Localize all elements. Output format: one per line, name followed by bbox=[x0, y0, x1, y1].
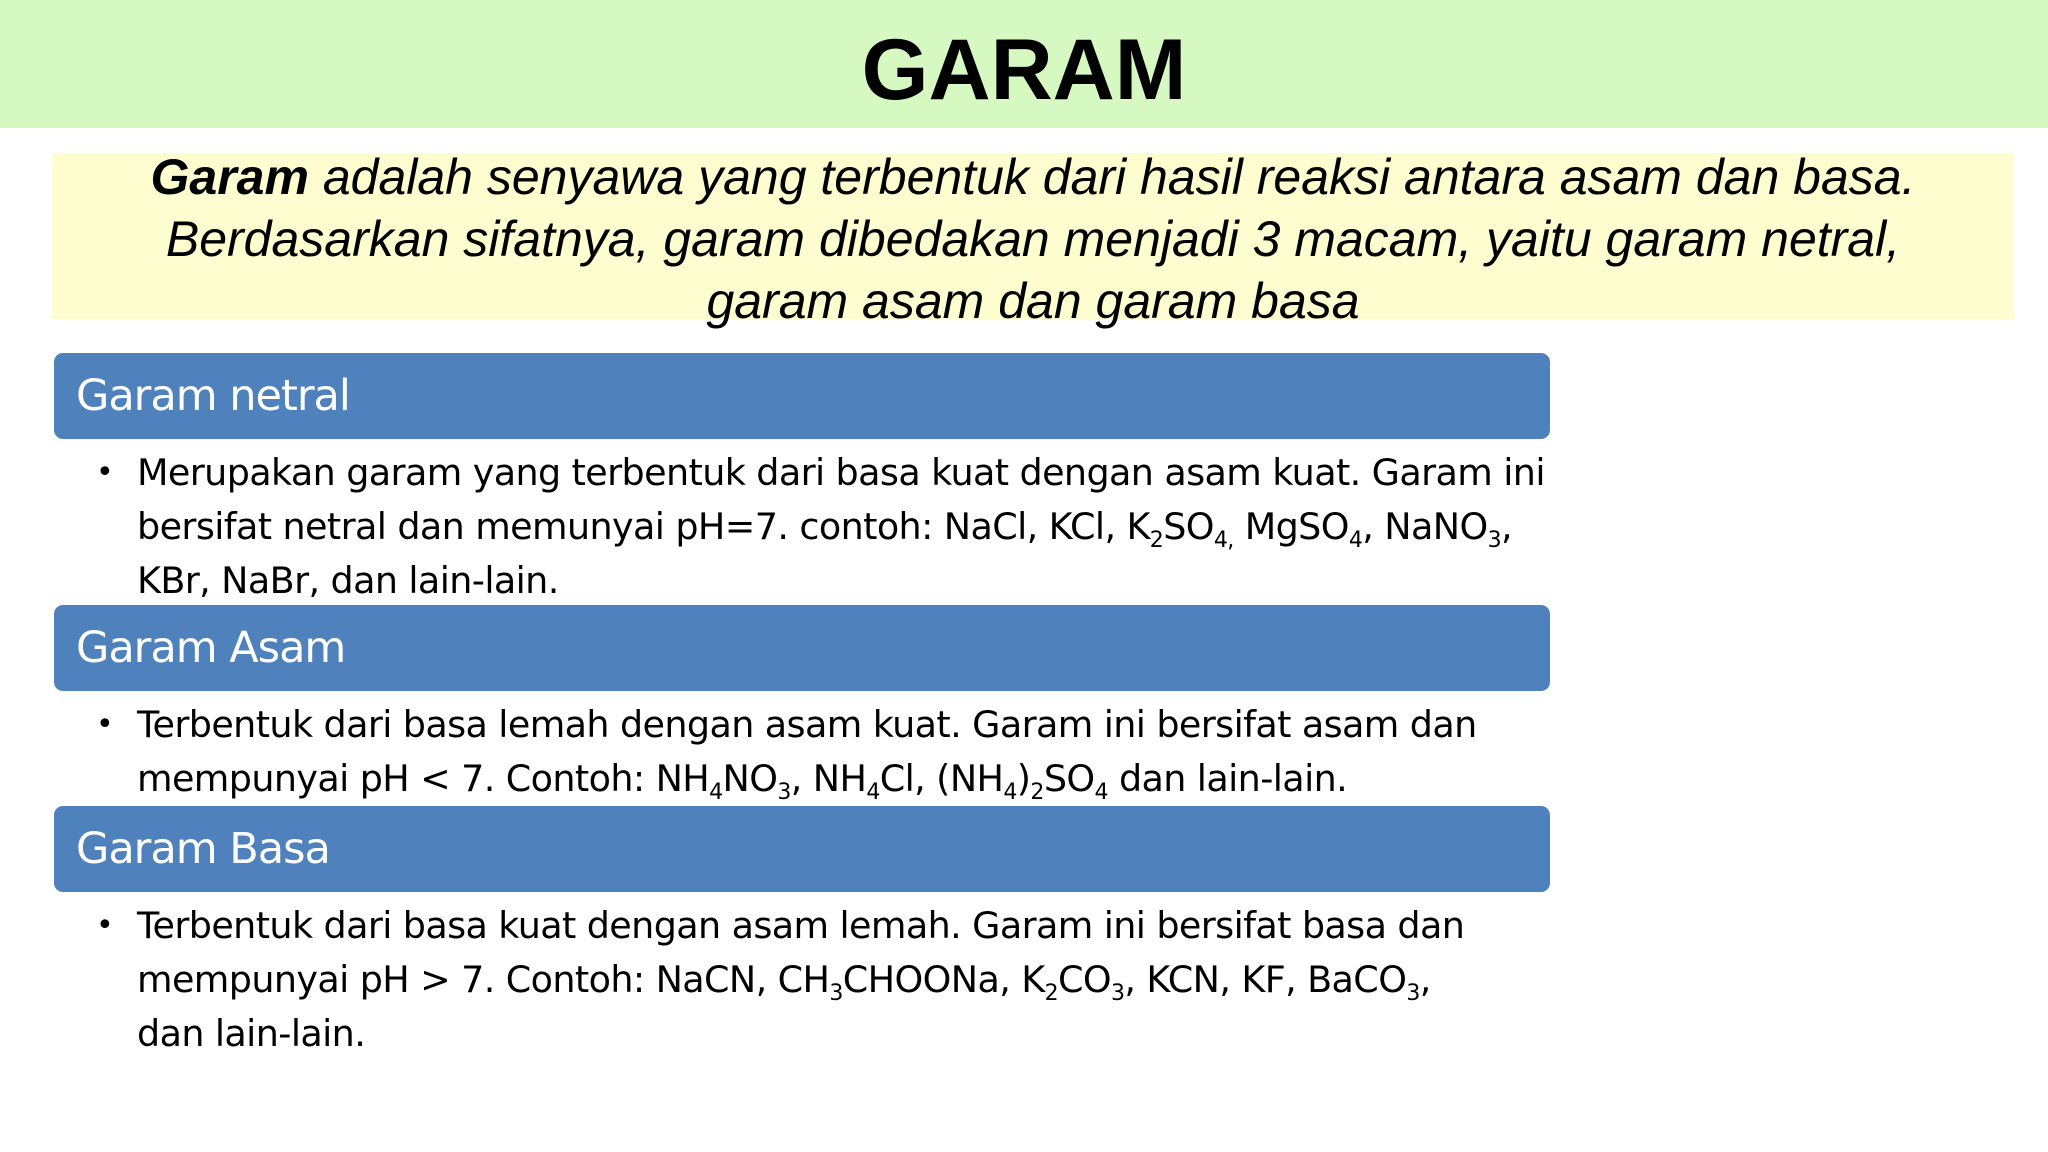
section-title-garam-asam: Garam Asam bbox=[76, 623, 346, 673]
section-header-garam-asam bbox=[54, 605, 1550, 691]
section-header-garam-netral bbox=[54, 353, 1550, 439]
slide-title: GARAM bbox=[861, 22, 1187, 118]
bullet-icon: • bbox=[96, 455, 114, 490]
definition-line1: adalah senyawa yang terbentuk dari hasil reaksi antara asam dan basa. bbox=[308, 149, 1916, 205]
bullet-text-garam-basa: Terbentuk dari basa kuat dengan asam lemah. Garam ini bersifat basa dan mempunyai pH > 7. Contoh: NaCN, $CH_3CHOONa$, $K_2CO_3$, KCN, KF, BaCO$_3$, dan lain-lain. bbox=[137, 904, 1465, 1055]
bullet-icon: • bbox=[96, 707, 114, 742]
definition-bold-term: Garam bbox=[150, 149, 309, 205]
section-body-garam-asam bbox=[96, 698, 1566, 804]
section-title-garam-netral: Garam netral bbox=[76, 371, 350, 421]
section-header-garam-basa bbox=[54, 806, 1550, 892]
section-body-garam-netral bbox=[96, 446, 1566, 600]
definition-line3: garam asam dan garam basa bbox=[706, 273, 1360, 329]
bullet-text-garam-asam: Terbentuk dari basa lemah dengan asam kuat. Garam ini bersifat asam dan mempunyai pH < 7. Contoh: $NH_4NO_3$, $NH_4Cl$, $(NH_4)_2SO_4$ dan lain-lain. bbox=[137, 703, 1477, 804]
definition-text bbox=[52, 146, 2014, 332]
bullet-icon: • bbox=[96, 908, 114, 943]
section-body-garam-basa bbox=[96, 899, 1566, 1061]
definition-line2: Berdasarkan sifatnya, garam dibedakan menjadi 3 macam, yaitu garam netral, bbox=[165, 211, 1901, 267]
section-title-garam-basa: Garam Basa bbox=[76, 824, 330, 874]
bullet-text-garam-netral: Merupakan garam yang terbentuk dari basa kuat dengan asam kuat. Garam ini bersifat netral dan memunyai pH=7. contoh: NaCl, KCl, $K_2SO_{4,}$ MgSO$_4$, NaNO$_3$, KBr, NaBr, dan lain-lain. bbox=[137, 451, 1545, 600]
